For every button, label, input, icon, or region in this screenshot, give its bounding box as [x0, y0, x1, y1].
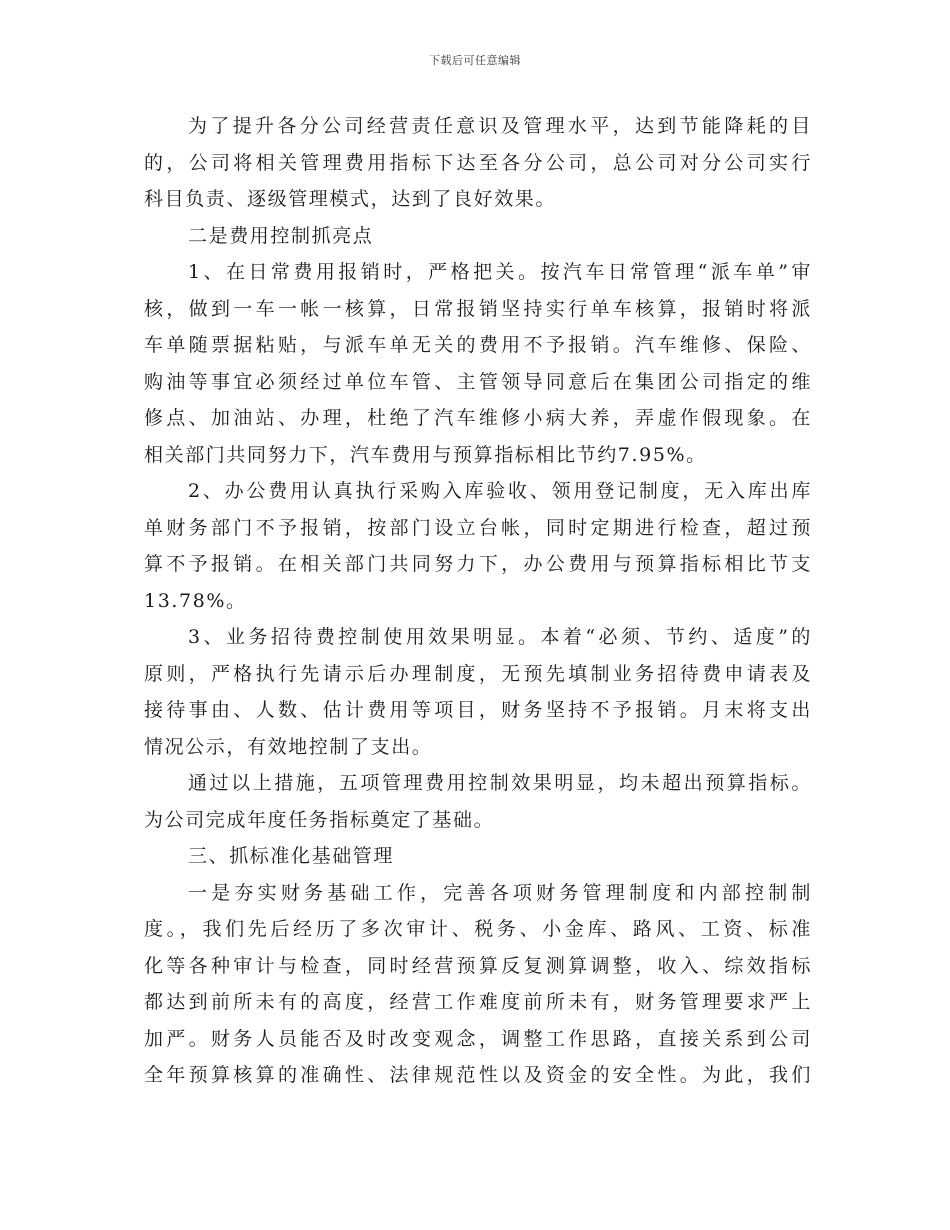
text-line: 13.78%。 — [144, 589, 247, 612]
text-line: 1、在日常费用报销时，严格把关。按汽车日常管理“派车单”审 — [188, 261, 812, 283]
text-line: 为了提升各分公司经营责任意识及管理水平，达到节能降耗的目 — [188, 115, 812, 137]
text-line: 一是夯实财务基础工作，完善各项财务管理制度和内部控制制 — [188, 881, 812, 904]
section-heading: 二是费用控制抓亮点 — [188, 224, 374, 247]
text-line: 为公司完成年度任务指标奠定了基础。 — [144, 808, 495, 831]
text-line: 通过以上措施，五项管理费用控制效果明显，均未超出预算指标。 — [188, 772, 812, 794]
text-line: 修点、加油站、办理，杜绝了汽车维修小病大养，弄虚作假现象。在 — [144, 407, 812, 429]
text-line: 接待事由、人数、估计费用等项目，财务坚持不予报销。月末将支出 — [144, 699, 812, 721]
text-line: 全年预算核算的准确性、法律规范性以及资金的安全性。为此，我们 — [144, 1064, 812, 1086]
text-line: 单财务部门不予报销，按部门设立台帐，同时定期进行检查，超过预 — [144, 516, 812, 539]
page-header: 下载后可任意编辑 — [429, 54, 521, 67]
text-line: 车单随票据粘贴，与派车单无关的费用不予报销。汽车维修、保险、 — [144, 334, 812, 356]
text-line: 原则，严格执行先请示后办理制度，无预先填制业务招待费申请表及 — [144, 662, 812, 685]
text-line: 3、业务招待费控制使用效果明显。本着“必须、节约、适度”的 — [188, 626, 812, 648]
document-body — [144, 108, 812, 1094]
text-line: 2、办公费用认真执行采购入库验收、领用登记制度，无入库出库 — [188, 480, 812, 502]
text-line: 算不予报销。在相关部门共同努力下，办公费用与预算指标相比节支 — [144, 553, 812, 575]
text-line: 的，公司将相关管理费用指标下达至各分公司，总公司对分公司实行 — [144, 151, 812, 174]
text-line: 情况公示，有效地控制了支出。 — [144, 735, 433, 758]
text-line: 度。，我们先后经历了多次审计、税务、小金库、路风、工资、标准 — [144, 918, 812, 940]
text-line: 相关部门共同努力下，汽车费用与预算指标相比节约7.95%。 — [144, 443, 707, 466]
text-line: 核，做到一车一帐一核算，日常报销坚持实行单车核算，报销时将派 — [144, 297, 812, 320]
text-line: 科目负责、逐级管理模式，达到了良好效果。 — [144, 188, 557, 210]
section-heading: 三、抓标准化基础管理 — [188, 845, 395, 867]
text-line: 购油等事宜必须经过单位车管、主管领导同意后在集团公司指定的维 — [144, 370, 812, 393]
text-line: 都达到前所未有的高度，经营工作难度前所未有，财务管理要求严上 — [144, 991, 812, 1013]
text-line: 加严。财务人员能否及时改变观念，调整工作思路，直接关系到公司 — [144, 1027, 812, 1050]
text-line: 化等各种审计与检查，同时经营预算反复测算调整，收入、综效指标 — [144, 954, 812, 977]
